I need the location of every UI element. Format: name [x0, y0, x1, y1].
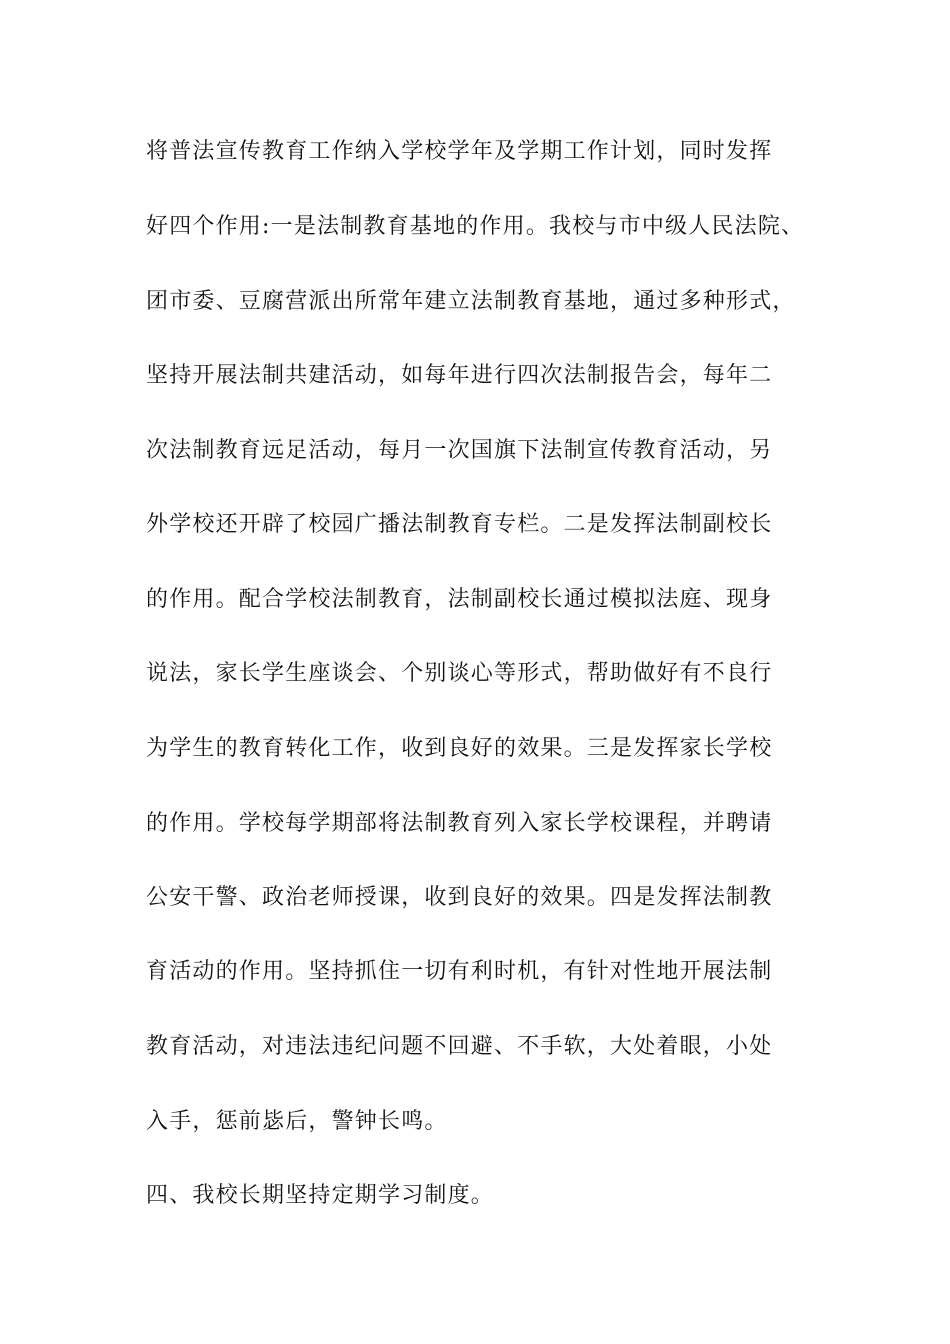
body-text-line: 为学生的教育转化工作，收到良好的效果。三是发挥家长学校 [146, 736, 773, 761]
body-text-line: 的作用。配合学校法制教育，法制副校长通过模拟法庭、现身 [146, 587, 773, 612]
body-text-line: 次法制教育远足活动，每月一次国旗下法制宣传教育活动，另 [146, 438, 773, 463]
body-text-line: 团市委、豆腐营派出所常年建立法制教育基地，通过多种形式， [146, 289, 796, 314]
body-text-line: 入手，惩前毖后，警钟长鸣。 [146, 1109, 448, 1134]
body-text-line: 教育活动，对违法违纪问题不回避、不手软，大处着眼，小处 [146, 1034, 773, 1059]
body-text-line: 育活动的作用。坚持抓住一切有利时机，有针对性地开展法制 [146, 959, 773, 984]
body-text-line: 公安干警、政治老师授课，收到良好的效果。四是发挥法制教 [146, 885, 773, 910]
body-text-line: 的作用。学校每学期部将法制教育列入家长学校课程，并聘请 [146, 811, 773, 836]
body-text-line: 好四个作用:一是法制教育基地的作用。我校与市中级人民法院、 [146, 214, 805, 239]
section-heading-line: 四、我校长期坚持定期学习制度。 [146, 1183, 495, 1208]
body-text-line: 坚持开展法制共建活动，如每年进行四次法制报告会，每年二 [146, 363, 773, 388]
body-text-line: 说法，家长学生座谈会、个别谈心等形式，帮助做好有不良行 [146, 661, 773, 686]
body-text-line: 将普法宣传教育工作纳入学校学年及学期工作计划，同时发挥 [146, 139, 773, 164]
body-text-line: 外学校还开辟了校园广播法制教育专栏。二是发挥法制副校长 [146, 512, 773, 537]
